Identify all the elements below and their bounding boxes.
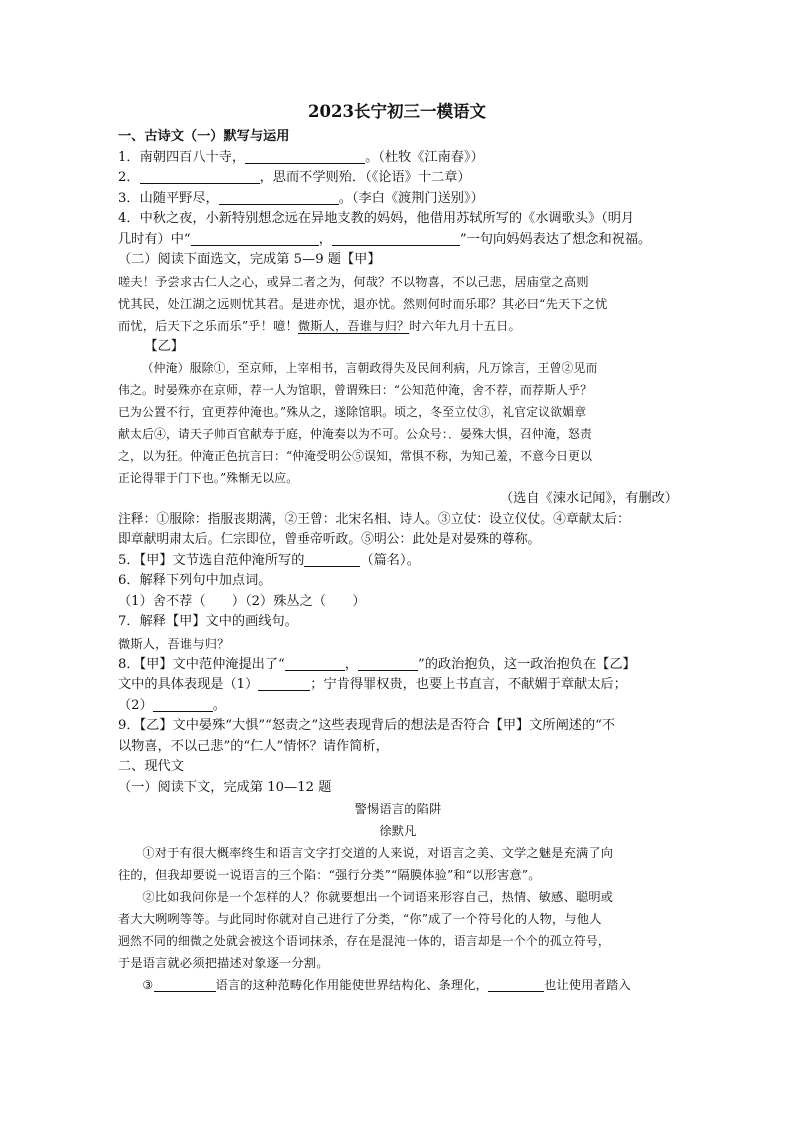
passage-yi-label: 【乙】	[144, 338, 184, 354]
question-5: 5．【甲】文节选自范仲淹所写的 （篇名）。	[118, 552, 420, 568]
question-6-items: （1）舍不荐（ ）（2）殊丛之（ ）	[118, 593, 366, 609]
answer-blank[interactable]	[488, 977, 544, 992]
passage-jia-line: 而忧，后天下之乐而乐”乎！噫！微斯人，吾谁与归？时六年九月十五日。	[118, 318, 521, 333]
question-7-quote: 微斯人，吾谁与归？	[118, 636, 230, 651]
section-heading-reading: （二）阅读下面选文，完成第 5—9 题【甲】	[118, 252, 381, 267]
underlined-sentence: 微斯人，吾谁与归？	[297, 318, 410, 333]
question-9-line-2: 以物喜，不以己悲”的“仁人”情怀？请作简析，	[118, 738, 389, 754]
question-8-line-1: 8．【甲】文中范仲淹提出了“ ， ”的政治抱负，这一政治抱负在【乙】	[118, 656, 636, 672]
document-body	[118, 127, 678, 996]
answer-blank[interactable]	[154, 977, 216, 992]
passage-yi-line: 之，以为狂。仲淹正色抗言曰：“仲淹受明公⑤误知，常惧不称，为知己羞，不意今日更以	[118, 449, 593, 463]
passage-jia-line: 忧其民，处江湖之远则忧其君。是进亦忧，退亦忧。然则何时而乐耶？其必曰“先天下之忧	[118, 296, 608, 311]
passage-yi-line: （仲淹）服除①，至京师，上宰相书，言朝政得失及民间利病，凡万馀言，王曾②见而	[141, 361, 598, 375]
answer-blank[interactable]	[191, 231, 319, 246]
annotation-line: 注释：①服除：指服丧期满，②王曾：北宋名相、诗人。③立仗：设立仪仗。④章献太后：	[118, 511, 630, 527]
answer-blank[interactable]	[140, 169, 260, 184]
passage-jia-line: 嗟夫！予尝求古仁人之心，或异二者之为，何哉？不以物喜，不以己悲，居庙堂之高则	[118, 274, 589, 289]
article-paragraph-line: 者大大咧咧等等。与此同时你就对自己进行了分类，“你”成了一个符号化的人物，与他人	[118, 912, 602, 926]
answer-blank[interactable]	[245, 149, 365, 164]
question-6: 6．解释下列句中加点词。	[118, 573, 272, 588]
section-heading-ancient-poetry: 一、古诗文（一）默写与运用	[118, 129, 290, 144]
question-2: 2． ，思而不学则殆．（《论语》十二章）	[118, 170, 471, 185]
answer-blank[interactable]	[304, 552, 360, 567]
passage-yi-line: 已为公置不行，宜更荐仲淹也。”殊从之，遂除馆职。顷之，冬至立仗③，礼官定议欲媚章	[118, 405, 587, 419]
question-3: 3．山随平野尽， 。（李白《渡荆门送别》）	[118, 190, 484, 206]
article-author: 徐默凡	[379, 824, 417, 838]
answer-blank[interactable]	[332, 231, 460, 246]
passage-yi-line: 伟之。时晏殊亦在京师，荐一人为馆职，曾谓殊曰：“公知范仲淹，舍不荐，而荐斯人乎？	[118, 383, 593, 397]
answer-blank[interactable]	[219, 190, 339, 205]
question-7: 7．解释【甲】文中的画线句。	[118, 614, 298, 629]
question-4-line-2: 几时有）中“ ， ”一句向妈妈表达了想念和祝福。	[118, 231, 652, 247]
section-sub-heading: （一）阅读下文，完成第 10—12 题	[118, 779, 332, 795]
question-8-line-3: （2） 。	[118, 697, 226, 713]
article-paragraph-line: ①对于有很大概率终生和语言文字打交道的人来说，对语言之美、文学之魅是充满了向	[142, 846, 614, 860]
annotation-line: 即章献明肃太后。仁宗即位，曾垂帝听政。⑤明公：此处是对晏殊的尊称。	[118, 532, 541, 547]
article-paragraph-line: 往的，但我却要说一说语言的三个陷：“强行分类”“隔膜体验”和“以形害意”。	[118, 868, 541, 882]
answer-blank[interactable]	[153, 697, 213, 712]
passage-yi-line: 正论得罪于门下也。”殊惭无以应。	[118, 471, 299, 485]
page-title: 2023长宁初三一模语文	[308, 102, 486, 121]
article-paragraph-line: ③ 语言的这种范畴化作用能使世界结构化、条理化， 也让使用者踏入	[142, 978, 631, 992]
passage-source: （选自《涑水记闻》，有删改）	[499, 491, 678, 506]
question-8-line-2: 文中的具体表现是（1） ；宁肯得罪权贵，也要上书直言，不献媚于章献太后；	[118, 677, 627, 692]
answer-blank[interactable]	[258, 676, 310, 691]
article-paragraph-line: 于是语言就必须把描述对象逐一分割。	[118, 956, 329, 970]
section-heading-modern: 二、现代文	[118, 759, 184, 774]
article-paragraph-line: ②比如我问你是一个怎样的人？你就要想出一个词语来形容自己，热情、敏感、聪明或	[142, 890, 614, 904]
passage-yi-line: 献太后④，请天子帅百官献寿于庭，仲淹奏以为不可。公众号：．晏殊大惧，召仲淹，怒责	[118, 427, 592, 441]
question-9-line-1: 9．【乙】文中晏殊“大惧”“怒责之”这些表现背后的想法是否符合【甲】文所阐述的“不	[118, 718, 616, 733]
answer-blank[interactable]	[285, 656, 345, 671]
article-paragraph-line: 迥然不同的细微之处就会被这个语词抹杀，存在是混沌一体的，语言却是一个个的孤立符号，	[118, 934, 610, 948]
question-4-line-1: 4．中秋之夜，小新特别想念远在异地支教的妈妈，他借用苏轼所写的《水调歌头》（明月	[118, 211, 635, 226]
question-1: 1．南朝四百八十寺， 。（杜牧《江南春》）	[118, 149, 484, 165]
answer-blank[interactable]	[358, 656, 418, 671]
article-title: 警惕语言的陷阱	[354, 802, 442, 816]
